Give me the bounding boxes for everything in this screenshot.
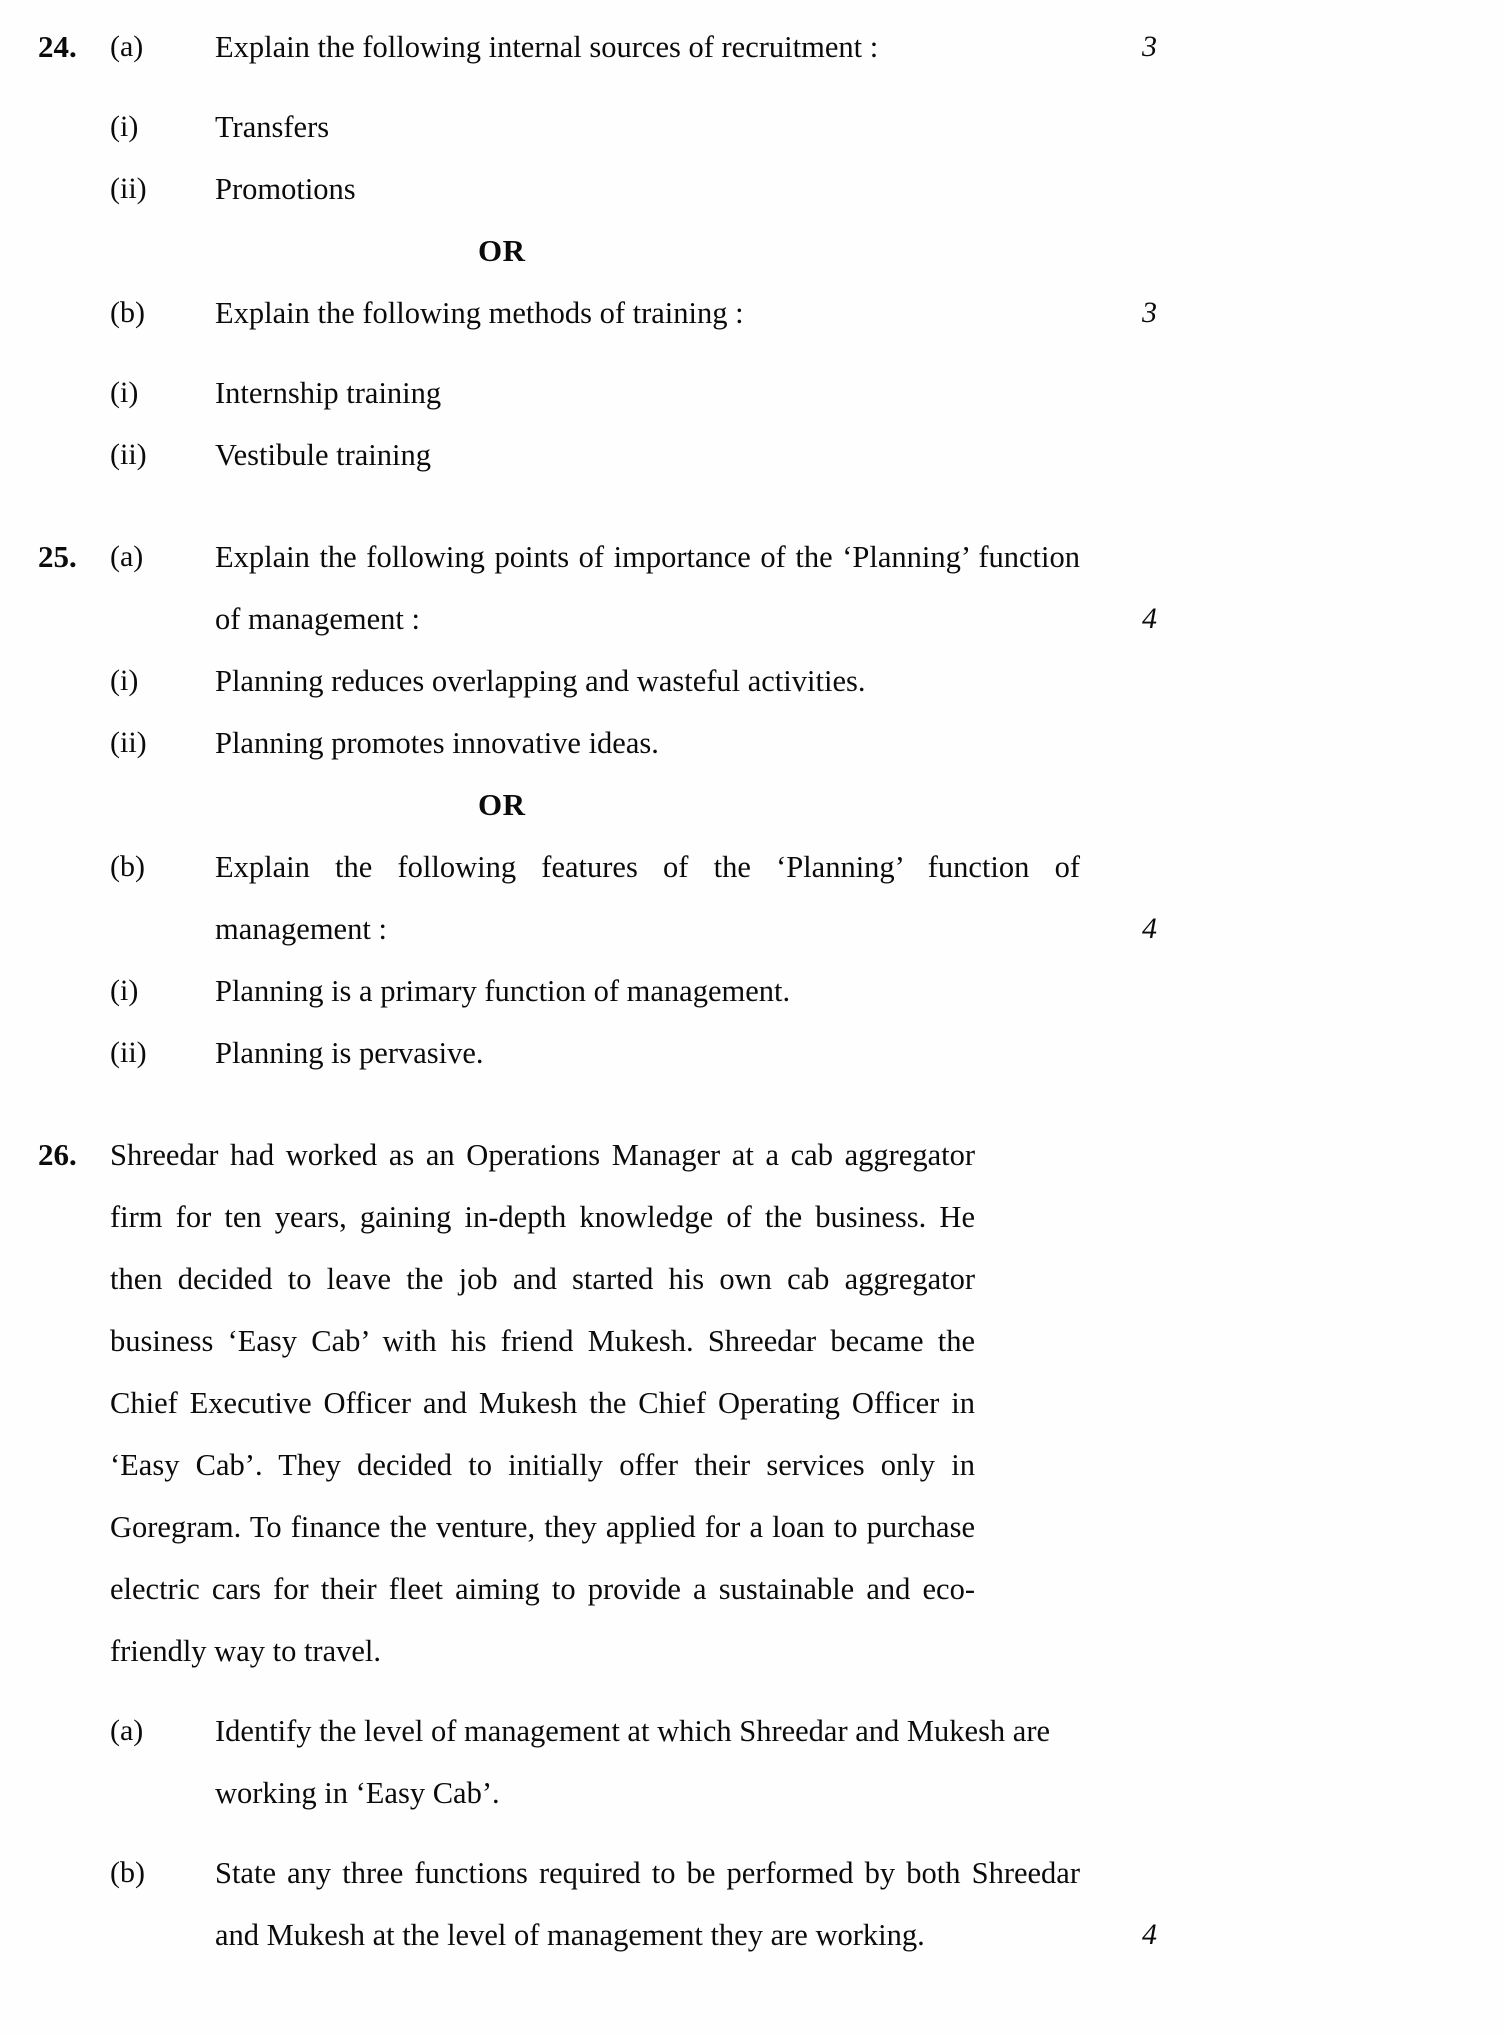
question-25-option-a-stem: Explain the following points of importance of the ‘Planning’ function of management : (215, 540, 1080, 636)
spacer (0, 1084, 1505, 1124)
question-26-passage: Shreedar had worked as an Operations Manager at a cab aggregator firm for ten years, gaining in-depth knowledge of the business. He then decided to leave the job and started his own cab aggregator business ‘Easy Cab’ with his friend Mukesh. Shreedar became the Chief Executive Officer and Mukesh the Chief Operating Officer in ‘Easy Cab’. They decided to initially offer their services only in Goregram. To finance the venture, they applied for a loan to purchase electric cars for their fleet aiming to provide a sustainable and eco-friendly way to travel. (110, 1138, 975, 1668)
question-24-option-b-item-i-text: Internship training (215, 376, 442, 410)
question-25-option-a-marks: 4 (1142, 602, 1157, 635)
question-24-option-b-stem: Explain the following methods of training : (215, 296, 744, 330)
question-24-option-b-marks: 3 (1142, 296, 1157, 329)
question-26-part-a-label: (a) (110, 1714, 144, 1747)
question-24-option-a-item-ii-row (0, 158, 1505, 220)
question-25-option-b-item-i-text: Planning is a primary function of management. (215, 974, 791, 1008)
question-24-option-b-item-ii-text: Vestibule training (215, 438, 432, 472)
question-24-option-a-item-i-roman: (i) (110, 110, 139, 143)
question-block-26 (0, 1124, 1505, 1966)
question-24-or-separator: OR (478, 233, 526, 268)
question-24-option-a-item-ii-text: Promotions (215, 172, 356, 206)
question-25-option-a-item-i-roman: (i) (110, 664, 139, 697)
question-26-part-b-label: (b) (110, 1856, 145, 1889)
spacer (0, 486, 1505, 526)
question-number-25: 25. (38, 539, 77, 574)
question-25-option-a-stem-row (0, 526, 1505, 650)
question-25-option-a-item-ii-text: Planning promotes innovative ideas. (215, 726, 659, 760)
question-24-option-a-item-ii-roman: (ii) (110, 172, 147, 205)
question-25-option-b-stem-row (0, 836, 1505, 960)
question-block-25 (0, 526, 1505, 1084)
question-26-passage-row (0, 1124, 1505, 1682)
question-24-option-a-item-i-row (0, 96, 1505, 158)
question-24-option-a-stem: Explain the following internal sources of recruitment : (215, 30, 879, 64)
question-24-option-a-item-i-text: Transfers (215, 110, 330, 144)
question-25-option-b-item-ii-roman: (ii) (110, 1036, 147, 1069)
question-24-option-b-label: (b) (110, 296, 145, 329)
question-number-26: 26. (38, 1137, 77, 1172)
question-25-option-b-item-ii-row (0, 1022, 1505, 1084)
question-25-option-b-item-ii-text: Planning is pervasive. (215, 1036, 484, 1070)
question-25-option-b-item-i-row (0, 960, 1505, 1022)
question-24-option-b-item-i-row (0, 362, 1505, 424)
question-25-option-b-item-i-roman: (i) (110, 974, 139, 1007)
question-25-option-a-item-i-text: Planning reduces overlapping and wasteful activities. (215, 664, 866, 698)
question-24-option-b-item-ii-roman: (ii) (110, 438, 147, 471)
question-25-option-a-item-ii-roman: (ii) (110, 726, 147, 759)
question-25-or-separator: OR (478, 787, 526, 822)
question-25-option-a-label: (a) (110, 540, 144, 573)
question-24-option-a-marks: 3 (1142, 30, 1157, 63)
question-24-option-a-label: (a) (110, 30, 144, 63)
question-number-24: 24. (38, 29, 77, 64)
question-25-option-a-item-i-row (0, 650, 1505, 712)
question-25-option-b-label: (b) (110, 850, 145, 883)
question-24-option-a-stem-row (0, 16, 1505, 78)
spacer (0, 1682, 1505, 1700)
question-24-option-b-stem-row (0, 282, 1505, 344)
question-25-option-b-marks: 4 (1142, 912, 1157, 945)
spacer (0, 1824, 1505, 1842)
question-25-option-b-stem: Explain the following features of the ‘Planning’ function of management : (215, 850, 1080, 946)
spacer (0, 344, 1505, 362)
question-26-part-b-marks: 4 (1142, 1918, 1157, 1951)
question-26-part-a-row (0, 1700, 1505, 1824)
question-26-part-b-text: State any three functions required to be performed by both Shreedar and Mukesh at the level of management they are working. (215, 1856, 1080, 1952)
question-24-option-b-item-i-roman: (i) (110, 376, 139, 409)
question-24-option-b-item-ii-row (0, 424, 1505, 486)
question-block-24 (0, 16, 1505, 486)
spacer (0, 78, 1505, 96)
question-25-option-a-item-ii-row (0, 712, 1505, 774)
question-26-part-a-text: Identify the level of management at which Shreedar and Mukesh are working in ‘Easy Cab’. (215, 1714, 1051, 1810)
question-26-part-b-row (0, 1842, 1505, 1966)
